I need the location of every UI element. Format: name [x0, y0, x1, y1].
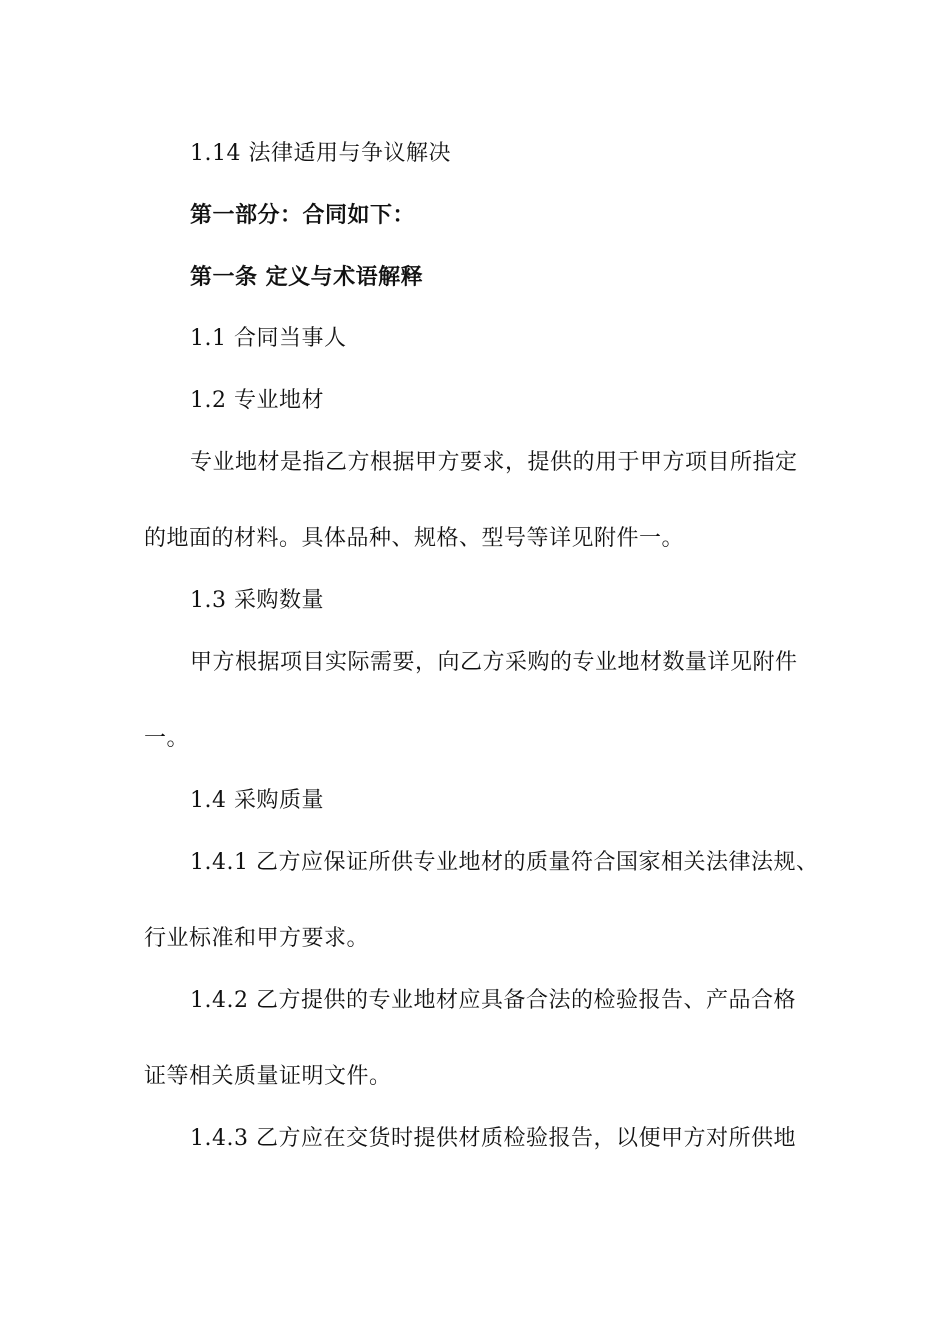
- article-one-heading: 第一条 定义与术语解释: [190, 264, 424, 290]
- clause-1-3-heading: 1.3 采购数量: [190, 588, 324, 613]
- paragraph-line: 行业标准和甲方要求。: [144, 926, 370, 951]
- paragraph-line: 1.4.2 乙方提供的专业地材应具备合法的检验报告、产品合格: [190, 988, 796, 1013]
- clause-1-4-heading: 1.4 采购质量: [190, 788, 324, 813]
- clause-1-14-heading: 1.14 法律适用与争议解决: [190, 141, 451, 166]
- clause-1-1-heading: 1.1 合同当事人: [190, 326, 347, 351]
- paragraph-line: 证等相关质量证明文件。: [144, 1064, 392, 1089]
- part-one-heading: 第一部分：合同如下：: [190, 202, 416, 228]
- paragraph-line: 甲方根据项目实际需要，向乙方采购的专业地材数量详见附件: [190, 650, 798, 675]
- clause-1-2-heading: 1.2 专业地材: [190, 388, 324, 413]
- paragraph-line: 专业地材是指乙方根据甲方要求，提供的用于甲方项目所指定: [190, 450, 798, 475]
- paragraph-line: 1.4.3 乙方应在交货时提供材质检验报告，以便甲方对所供地: [190, 1126, 796, 1151]
- paragraph-line: 1.4.1 乙方应保证所供专业地材的质量符合国家相关法律法规、: [190, 850, 819, 875]
- paragraph-line: 一。: [144, 726, 190, 751]
- paragraph-line: 的地面的材料。具体品种、规格、型号等详见附件一。: [144, 526, 685, 551]
